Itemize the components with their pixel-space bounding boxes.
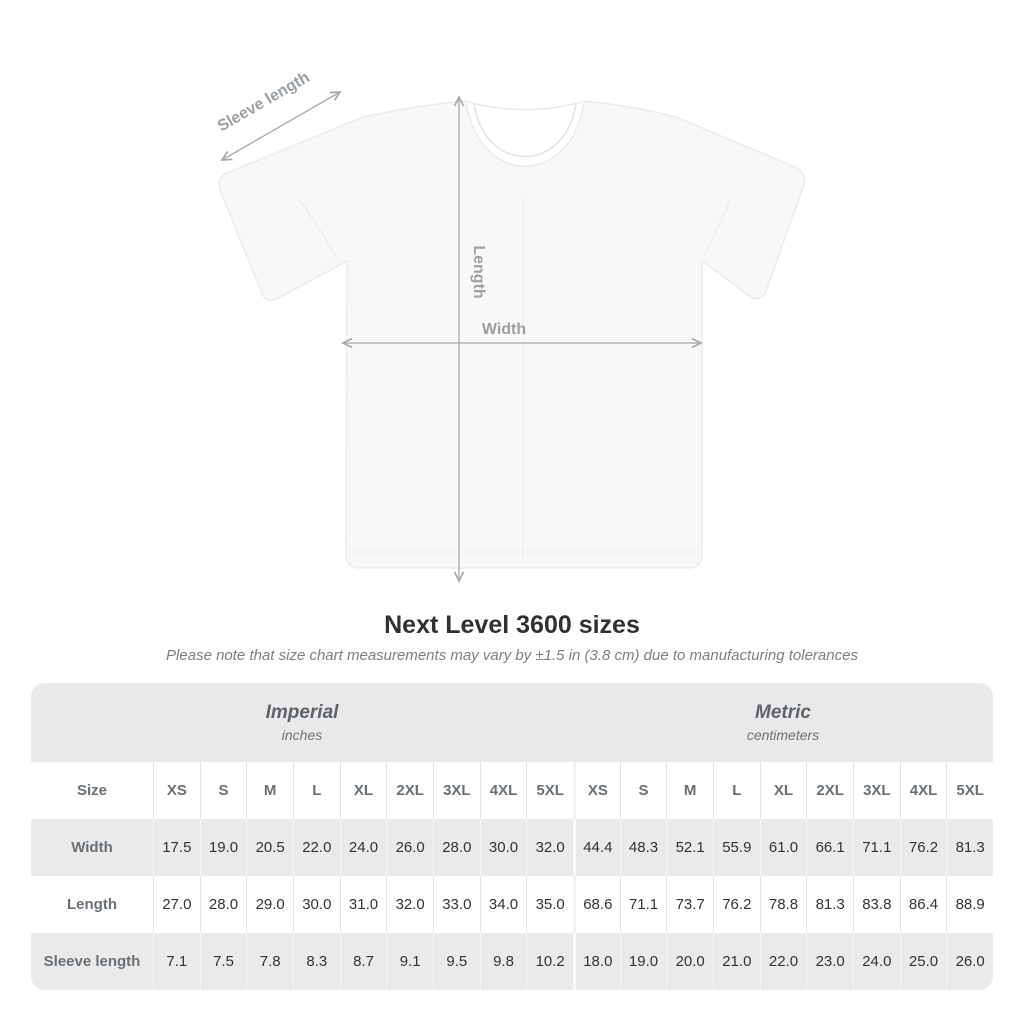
imperial-band-unit: inches <box>281 726 323 743</box>
value-cell: 8.7 <box>340 933 387 990</box>
value-cell: 24.0 <box>853 933 900 990</box>
sleeve-length-label: Sleeve length <box>214 68 313 136</box>
value-cell: 76.2 <box>900 819 947 876</box>
collar-inner-line <box>474 104 576 157</box>
size-header-row <box>31 762 993 819</box>
size-table <box>31 683 993 990</box>
row-label: Sleeve length <box>43 952 141 970</box>
size-col-imperial-l: L <box>293 762 340 819</box>
table-row <box>31 933 993 990</box>
value-cell: 44.4 <box>573 819 620 876</box>
value-cell: 18.0 <box>573 933 620 990</box>
value-cell: 73.7 <box>666 876 713 933</box>
table-row <box>31 876 993 933</box>
value-cell: 25.0 <box>900 933 947 990</box>
size-col-header: Size <box>76 781 107 799</box>
value-cell: 30.0 <box>293 876 340 933</box>
metric-band-unit: centimeters <box>746 726 820 743</box>
value-cell: 10.2 <box>526 933 573 990</box>
value-cell: 7.1 <box>153 933 200 990</box>
value-cell: 86.4 <box>900 876 947 933</box>
metric-band-name: Metric <box>755 701 811 723</box>
size-col-metric-xl: XL <box>760 762 807 819</box>
value-cell: 34.0 <box>480 876 527 933</box>
value-cell: 48.3 <box>620 819 667 876</box>
metric-band <box>573 683 993 762</box>
value-cell: 66.1 <box>806 819 853 876</box>
size-col-metric-xs: XS <box>573 762 620 819</box>
title-block <box>0 610 1024 666</box>
size-col-imperial-2xl: 2XL <box>386 762 433 819</box>
table-rows <box>31 819 993 990</box>
tolerance-note: Please note that size chart measurements may vary by ±1.5 in (3.8 cm) due to manufacturing tolerances <box>166 647 858 664</box>
value-cell: 71.1 <box>620 876 667 933</box>
value-cell: 55.9 <box>713 819 760 876</box>
imperial-band-name: Imperial <box>265 701 339 723</box>
value-cell: 32.0 <box>386 876 433 933</box>
value-cell: 9.1 <box>386 933 433 990</box>
value-cell: 20.0 <box>666 933 713 990</box>
value-cell: 9.5 <box>433 933 480 990</box>
value-cell: 19.0 <box>200 819 247 876</box>
table-row <box>31 819 993 876</box>
size-col-metric-4xl: 4XL <box>900 762 947 819</box>
value-cell: 23.0 <box>806 933 853 990</box>
value-cell: 30.0 <box>480 819 527 876</box>
value-cell: 81.3 <box>806 876 853 933</box>
size-col-metric-2xl: 2XL <box>806 762 853 819</box>
value-cell: 32.0 <box>526 819 573 876</box>
value-cell: 28.0 <box>200 876 247 933</box>
value-cell: 19.0 <box>620 933 667 990</box>
value-cell: 9.8 <box>480 933 527 990</box>
value-cell: 35.0 <box>526 876 573 933</box>
value-cell: 26.0 <box>946 933 993 990</box>
value-cell: 33.0 <box>433 876 480 933</box>
size-col-metric-5xl: 5XL <box>946 762 993 819</box>
size-col-imperial-xl: XL <box>340 762 387 819</box>
value-cell: 88.9 <box>946 876 993 933</box>
size-col-imperial-m: M <box>246 762 293 819</box>
size-col-imperial-4xl: 4XL <box>480 762 527 819</box>
value-cell: 83.8 <box>853 876 900 933</box>
value-cell: 68.6 <box>573 876 620 933</box>
value-cell: 22.0 <box>293 819 340 876</box>
value-cell: 76.2 <box>713 876 760 933</box>
size-col-metric-s: S <box>620 762 667 819</box>
value-cell: 7.8 <box>246 933 293 990</box>
value-cell: 29.0 <box>246 876 293 933</box>
value-cell: 20.5 <box>246 819 293 876</box>
value-cell: 28.0 <box>433 819 480 876</box>
length-label: Length <box>470 245 487 299</box>
value-cell: 17.5 <box>153 819 200 876</box>
size-col-imperial-xs: XS <box>153 762 200 819</box>
size-col-imperial-s: S <box>200 762 247 819</box>
value-cell: 26.0 <box>386 819 433 876</box>
row-label: Width <box>71 838 113 856</box>
value-cell: 31.0 <box>340 876 387 933</box>
value-cell: 71.1 <box>853 819 900 876</box>
row-label: Length <box>67 895 117 913</box>
value-cell: 8.3 <box>293 933 340 990</box>
unit-band-row <box>31 683 993 762</box>
value-cell: 78.8 <box>760 876 807 933</box>
value-cell: 21.0 <box>713 933 760 990</box>
page-title: Next Level 3600 sizes <box>384 611 640 639</box>
size-col-metric-l: L <box>713 762 760 819</box>
size-col-imperial-5xl: 5XL <box>526 762 573 819</box>
value-cell: 22.0 <box>760 933 807 990</box>
value-cell: 27.0 <box>153 876 200 933</box>
value-cell: 7.5 <box>200 933 247 990</box>
width-label: Width <box>481 321 527 338</box>
value-cell: 81.3 <box>946 819 993 876</box>
imperial-band <box>31 683 573 762</box>
value-cell: 24.0 <box>340 819 387 876</box>
size-col-metric-m: M <box>666 762 713 819</box>
collar-back-line <box>468 102 582 110</box>
value-cell: 52.1 <box>666 819 713 876</box>
value-cell: 61.0 <box>760 819 807 876</box>
size-col-metric-3xl: 3XL <box>853 762 900 819</box>
size-col-imperial-3xl: 3XL <box>433 762 480 819</box>
